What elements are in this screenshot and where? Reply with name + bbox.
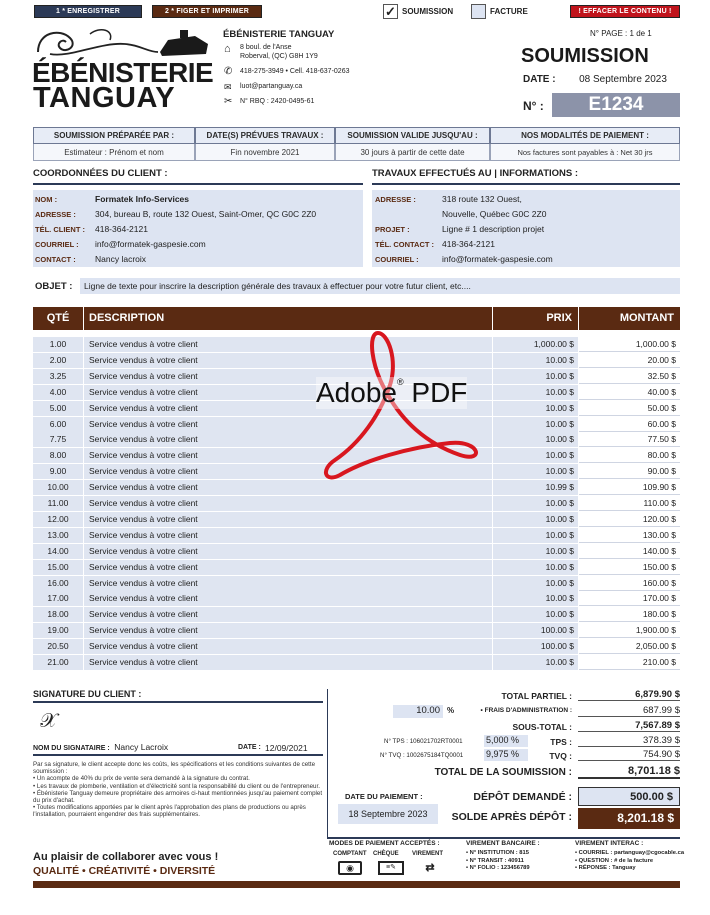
- partial-total-value: 6,879.90 $: [578, 689, 680, 701]
- interac-line: • COURRIEL : partanguay@cgocable.ca: [575, 850, 685, 856]
- client-email[interactable]: info@formatek-gaspesie.com: [95, 239, 206, 249]
- quote-checkbox-label: SOUMISSION: [402, 7, 454, 16]
- transfer-icon: ⇄: [425, 862, 435, 874]
- price-cell[interactable]: 10.00 $: [493, 655, 578, 670]
- email-icon: ✉: [224, 82, 232, 92]
- tvq-number: N° TVQ : 1002675184TQ0001: [380, 752, 464, 759]
- qty-cell[interactable]: 5.00: [33, 401, 83, 416]
- amount-cell: 1,900.00 $: [579, 623, 680, 638]
- quote-total-label: TOTAL DE LA SOUMISSION :: [434, 767, 572, 778]
- qty-cell[interactable]: 11.00: [33, 496, 83, 511]
- qty-cell[interactable]: 19.00: [33, 623, 83, 638]
- amount-cell: 32.50 $: [579, 369, 680, 384]
- amount-cell: 210.00 $: [579, 655, 680, 670]
- amount-cell: 40.00 $: [579, 385, 680, 400]
- amount-header: MONTANT: [579, 307, 680, 330]
- term-item: • Ébénisterie Tanguay demeure propriétaire des armoires ci-haut mentionnées jusqu'au paiement complet du prix d'achat.: [33, 789, 323, 805]
- payment-modes-heading: MODES DE PAIEMENT ACCEPTÉS :: [329, 840, 440, 847]
- bank-line: • N° TRANSIT : 40911: [466, 857, 524, 864]
- planned-dates-value[interactable]: Fin novembre 2021: [195, 144, 335, 161]
- client-contact[interactable]: Nancy lacroix: [95, 254, 147, 264]
- company-phone: 418-275-3949 • Cell. 418-637-0263: [240, 68, 350, 75]
- table-row: [33, 417, 680, 432]
- table-row: [33, 448, 680, 463]
- client-phone[interactable]: 418-364-2121: [95, 224, 148, 234]
- payment-date-value[interactable]: 18 Septembre 2023: [338, 804, 438, 824]
- client-address-label: ADRESSE :: [35, 210, 76, 219]
- price-cell[interactable]: 100.00 $: [493, 623, 578, 638]
- description-cell[interactable]: Service vendus à votre client: [84, 512, 492, 527]
- description-cell[interactable]: Service vendus à votre client: [84, 496, 492, 511]
- admin-fee-value: 687.99 $: [578, 705, 680, 717]
- price-cell[interactable]: 10.00 $: [493, 544, 578, 559]
- interac-heading: VIREMENT INTERAC :: [575, 840, 644, 847]
- tps-label: TPS :: [550, 737, 572, 747]
- qty-cell[interactable]: 10.00: [33, 480, 83, 495]
- description-cell[interactable]: Service vendus à votre client: [84, 528, 492, 543]
- company-address: [240, 43, 318, 61]
- clear-content-button[interactable]: ! EFFACER LE CONTENU !: [570, 5, 680, 18]
- qty-cell[interactable]: 9.00: [33, 464, 83, 479]
- table-row: [33, 591, 680, 606]
- amount-cell: 180.00 $: [579, 607, 680, 622]
- amount-cell: 110.00 $: [579, 496, 680, 511]
- description-cell[interactable]: Service vendus à votre client: [84, 448, 492, 463]
- home-icon: ⌂: [224, 43, 231, 55]
- table-row: [33, 385, 680, 400]
- work-email-label: COURRIEL :: [375, 255, 419, 264]
- invoice-checkbox-label: FACTURE: [490, 7, 528, 16]
- admin-fee-label: • FRAIS D'ADMINISTRATION :: [480, 707, 572, 714]
- bank-transfer-details: [466, 850, 530, 873]
- qty-cell[interactable]: 20.50: [33, 639, 83, 654]
- qty-cell[interactable]: 2.00: [33, 353, 83, 368]
- interac-details: [575, 850, 684, 873]
- price-cell[interactable]: 10.00 $: [493, 528, 578, 543]
- qty-cell[interactable]: 15.00: [33, 560, 83, 575]
- page-label: N° PAGE :: [590, 29, 628, 38]
- object-field[interactable]: Ligne de texte pour inscrire la description générale des travaux à effectuer pour votre futur client, etc....: [80, 278, 680, 294]
- payment-terms-header: NOS MODALITÉS DE PAIEMENT :: [490, 127, 680, 144]
- description-cell[interactable]: Service vendus à votre client: [84, 655, 492, 670]
- description-cell[interactable]: Service vendus à votre client: [84, 544, 492, 559]
- qty-cell[interactable]: 16.00: [33, 576, 83, 591]
- deposit-label: DÉPÔT DEMANDÉ :: [473, 791, 572, 803]
- company-logo: [30, 22, 215, 114]
- price-cell[interactable]: 10.00 $: [493, 448, 578, 463]
- table-row: [33, 607, 680, 622]
- amount-cell: 120.00 $: [579, 512, 680, 527]
- description-cell[interactable]: Service vendus à votre client: [84, 480, 492, 495]
- tools-icon: ✂: [224, 96, 233, 107]
- payment-terms-value[interactable]: Nos factures sont payables à : Net 30 jrs: [490, 144, 680, 161]
- amount-cell: 80.00 $: [579, 448, 680, 463]
- price-cell[interactable]: 10.00 $: [493, 353, 578, 368]
- signer-label: NOM DU SIGNATAIRE :: [33, 745, 110, 752]
- amount-cell: 60.00 $: [579, 417, 680, 432]
- qty-cell[interactable]: 7.75: [33, 432, 83, 447]
- table-row: [33, 401, 680, 416]
- admin-pct-sign: %: [447, 706, 455, 715]
- tvq-label: TVQ :: [549, 751, 572, 761]
- balance-label: SOLDE APRÈS DÉPÔT :: [451, 811, 572, 823]
- valid-until-header: SOUMISSION VALIDE JUSQU'AU :: [335, 127, 490, 144]
- quote-number[interactable]: E1234: [552, 93, 680, 117]
- footer-bar: [33, 881, 680, 888]
- price-cell[interactable]: 10.00 $: [493, 401, 578, 416]
- qty-cell[interactable]: 12.00: [33, 512, 83, 527]
- qty-cell[interactable]: 14.00: [33, 544, 83, 559]
- adobe-wordmark: Adobe: [316, 377, 397, 408]
- amount-cell: 1,000.00 $: [579, 337, 680, 352]
- date-value[interactable]: 08 Septembre 2023: [566, 72, 680, 87]
- description-cell[interactable]: Service vendus à votre client: [84, 560, 492, 575]
- terms-block: [33, 761, 323, 819]
- qty-cell[interactable]: 18.00: [33, 607, 83, 622]
- payment-modes-divider: [327, 837, 680, 839]
- save-button[interactable]: 1 * ENREGISTRER: [34, 5, 142, 18]
- amount-cell: 50.00 $: [579, 401, 680, 416]
- admin-pct-input[interactable]: 10.00: [393, 705, 443, 718]
- description-cell[interactable]: Service vendus à votre client: [84, 607, 492, 622]
- qty-cell[interactable]: 3.25: [33, 369, 83, 384]
- price-cell[interactable]: 10.00 $: [493, 512, 578, 527]
- table-row: [33, 655, 680, 670]
- planned-dates-header: DATE(S) PRÉVUES TRAVAUX :: [195, 127, 335, 144]
- client-email-label: COURRIEL :: [35, 240, 79, 249]
- subtotal-value: 7,567.89 $: [578, 720, 680, 732]
- qty-cell[interactable]: 21.00: [33, 655, 83, 670]
- bank-line: • N° FOLIO : 123456789: [466, 865, 530, 871]
- deposit-value[interactable]: 500.00 $: [578, 787, 680, 806]
- page-value: 1 de 1: [629, 29, 652, 38]
- prepared-by-header: SOUMISSION PRÉPARÉE PAR :: [33, 127, 195, 144]
- signer-name[interactable]: Nancy Lacroix: [114, 742, 169, 752]
- description-cell[interactable]: Service vendus à votre client: [84, 401, 492, 416]
- description-cell[interactable]: Service vendus à votre client: [84, 432, 492, 447]
- amount-cell: 2,050.00 $: [579, 639, 680, 654]
- table-row: [33, 496, 680, 511]
- bank-line: • N° INSTITUTION : 815: [466, 850, 529, 856]
- cash-icon: ◉: [338, 861, 362, 875]
- term-item: • Toutes modifications apportées par le client après l'approbation des plans de productions ou après l'installation, pourraient engendrer des frais supplémentaires.: [33, 804, 306, 819]
- price-cell[interactable]: 10.00 $: [493, 385, 578, 400]
- price-cell[interactable]: 10.00 $: [493, 576, 578, 591]
- logo-text-line1: ÉBÉNISTERIE: [32, 57, 214, 88]
- price-cell[interactable]: 10.00 $: [493, 560, 578, 575]
- pdf-wordmark: PDF: [411, 377, 468, 408]
- price-cell[interactable]: 10.00 $: [493, 464, 578, 479]
- work-contact-label: TÉL. CONTACT :: [375, 240, 435, 249]
- amount-cell: 90.00 $: [579, 464, 680, 479]
- partial-total-label: TOTAL PARTIEL :: [501, 691, 572, 701]
- transfer-label: VIREMENT: [412, 851, 444, 857]
- table-row: [33, 528, 680, 543]
- tvq-value: 754.90 $: [578, 749, 680, 761]
- qty-header: QTÉ: [33, 307, 83, 330]
- work-address1[interactable]: 318 route 132 Ouest,: [442, 194, 522, 204]
- price-cell[interactable]: 10.00 $: [493, 369, 578, 384]
- table-row: [33, 337, 680, 352]
- price-cell[interactable]: 100.00 $: [493, 639, 578, 654]
- table-row: [33, 432, 680, 447]
- term-item: • Les travaux de plomberie, ventilation et d'électricité sont la responsabilité du client ou de l'entrepreneur.: [33, 782, 320, 790]
- slogan-line1: Au plaisir de collaborer avec vous !: [33, 851, 219, 863]
- work-address2[interactable]: Nouvelle, Québec G0C 2Z0: [442, 209, 547, 219]
- table-row: [33, 369, 680, 384]
- price-header: PRIX: [493, 307, 578, 330]
- price-cell[interactable]: 10.00 $: [493, 496, 578, 511]
- work-project-label: PROJET :: [375, 225, 410, 234]
- amount-cell: 130.00 $: [579, 528, 680, 543]
- cheque-label: CHÈQUE: [373, 851, 399, 857]
- work-project[interactable]: Ligne # 1 description projet: [442, 224, 545, 234]
- freeze-print-button[interactable]: 2 * FIGER ET IMPRIMER: [152, 5, 262, 18]
- price-cell[interactable]: 10.99 $: [493, 480, 578, 495]
- work-email[interactable]: info@formatek-gaspesie.com: [442, 254, 553, 264]
- description-cell[interactable]: Service vendus à votre client: [84, 369, 492, 384]
- table-row: [33, 512, 680, 527]
- registered-mark: ®: [396, 377, 404, 387]
- tps-rate[interactable]: 5,000 %: [484, 735, 528, 747]
- description-cell[interactable]: Service vendus à votre client: [84, 623, 492, 638]
- address-line2: Roberval, (QC) G8H 1Y9: [240, 53, 318, 60]
- interac-line: • QUESTION : # de la facture: [575, 857, 654, 864]
- qty-cell[interactable]: 4.00: [33, 385, 83, 400]
- prepared-by-value[interactable]: Estimateur : Prénom et nom: [33, 144, 195, 161]
- client-phone-label: TÉL. CLIENT :: [35, 225, 85, 234]
- amount-cell: 77.50 $: [579, 432, 680, 447]
- description-cell[interactable]: Service vendus à votre client: [84, 353, 492, 368]
- client-name[interactable]: Formatek Info-Services: [95, 194, 190, 204]
- description-cell[interactable]: Service vendus à votre client: [84, 464, 492, 479]
- table-row: [33, 560, 680, 575]
- amount-cell: 20.00 $: [579, 353, 680, 368]
- amount-cell: 140.00 $: [579, 544, 680, 559]
- work-heading: TRAVAUX EFFECTUÉS AU | INFORMATIONS :: [372, 168, 680, 185]
- company-rbq: N° RBQ : 2420-0495-61: [240, 98, 315, 105]
- description-header: DESCRIPTION: [84, 307, 492, 330]
- table-row: [33, 639, 680, 654]
- logo-ornament-icon: [30, 22, 215, 62]
- subtotal-label: SOUS-TOTAL :: [512, 722, 572, 732]
- client-heading: COORDONNÉES DU CLIENT :: [33, 168, 363, 185]
- description-cell[interactable]: Service vendus à votre client: [84, 337, 492, 352]
- table-row: [33, 576, 680, 591]
- signature-mark[interactable]: 𝒳: [40, 710, 58, 732]
- phone-icon: ✆: [224, 66, 233, 77]
- table-row: [33, 353, 680, 368]
- qty-cell[interactable]: 6.00: [33, 417, 83, 432]
- balance-value: 8,201.18 $: [578, 808, 680, 829]
- amount-cell: 109.90 $: [579, 480, 680, 495]
- address-line1: 8 boul. de l'Anse: [240, 44, 292, 51]
- interac-line: • RÉPONSE : Tanguay: [575, 865, 636, 871]
- page-number: [590, 29, 652, 38]
- price-cell[interactable]: 10.00 $: [493, 591, 578, 606]
- company-name: ÉBÉNISTERIE TANGUAY: [223, 29, 335, 40]
- price-cell[interactable]: 1,000.00 $: [493, 337, 578, 352]
- cheque-icon: ≡✎: [378, 861, 404, 875]
- valid-until-value[interactable]: 30 jours à partir de cette date: [335, 144, 490, 161]
- tps-number: N° TPS : 106021702RT0001: [384, 738, 463, 745]
- description-cell[interactable]: Service vendus à votre client: [84, 576, 492, 591]
- signature-heading: SIGNATURE DU CLIENT :: [33, 689, 323, 703]
- price-cell[interactable]: 10.00 $: [493, 417, 578, 432]
- description-cell[interactable]: Service vendus à votre client: [84, 417, 492, 432]
- table-row: [33, 464, 680, 479]
- table-row: [33, 623, 680, 638]
- signature-date[interactable]: 12/09/2021: [265, 743, 308, 753]
- tvq-rate[interactable]: 9,975 %: [484, 749, 528, 761]
- work-contact[interactable]: 418-364-2121: [442, 239, 495, 249]
- cash-label: COMPTANT: [333, 851, 367, 857]
- number-label: N° :: [523, 99, 544, 113]
- qty-cell[interactable]: 13.00: [33, 528, 83, 543]
- bank-transfer-heading: VIREMENT BANCAIRE :: [466, 840, 540, 847]
- quote-checkbox[interactable]: ✓: [383, 4, 398, 19]
- signer-line: [33, 742, 323, 756]
- price-cell[interactable]: 10.00 $: [493, 432, 578, 447]
- description-cell[interactable]: Service vendus à votre client: [84, 639, 492, 654]
- tps-value: 378.39 $: [578, 735, 680, 747]
- price-cell[interactable]: 10.00 $: [493, 607, 578, 622]
- qty-cell[interactable]: 1.00: [33, 337, 83, 352]
- signature-date-label: DATE :: [238, 744, 261, 751]
- qty-cell[interactable]: 8.00: [33, 448, 83, 463]
- term-item: • Un acompte de 40% du prix de vente sera demandé à la signature du contrat.: [33, 775, 250, 783]
- quote-total-value: 8,701.18 $: [578, 765, 680, 779]
- amount-cell: 160.00 $: [579, 576, 680, 591]
- description-cell[interactable]: Service vendus à votre client: [84, 591, 492, 606]
- document-title: SOUMISSION: [521, 45, 649, 67]
- object-label: OBJET :: [35, 281, 73, 292]
- amount-cell: 170.00 $: [579, 591, 680, 606]
- company-email: luot@partanguay.ca: [240, 83, 303, 90]
- work-address-label: ADRESSE :: [375, 195, 416, 204]
- description-cell[interactable]: Service vendus à votre client: [84, 385, 492, 400]
- table-row: [33, 544, 680, 559]
- payment-date-label: DATE DU PAIEMENT :: [345, 792, 423, 801]
- qty-cell[interactable]: 17.00: [33, 591, 83, 606]
- logo-text-line2: TANGUAY: [33, 82, 176, 114]
- table-row: [33, 480, 680, 495]
- date-label: DATE :: [523, 74, 556, 85]
- invoice-checkbox[interactable]: [471, 4, 486, 19]
- slogan-line2: QUALITÉ • CRÉATIVITÉ • DIVERSITÉ: [33, 865, 216, 877]
- terms-intro: Par sa signature, le client accepte donc les coûts, les spécifications et les conditions suivantes de cette soumission :: [33, 761, 316, 776]
- amount-cell: 150.00 $: [579, 560, 680, 575]
- client-contact-label: CONTACT :: [35, 255, 76, 264]
- client-address[interactable]: 304, bureau B, route 132 Ouest, Saint-Omer, QC G0C 2Z0: [95, 209, 317, 219]
- client-name-label: NOM :: [35, 195, 58, 204]
